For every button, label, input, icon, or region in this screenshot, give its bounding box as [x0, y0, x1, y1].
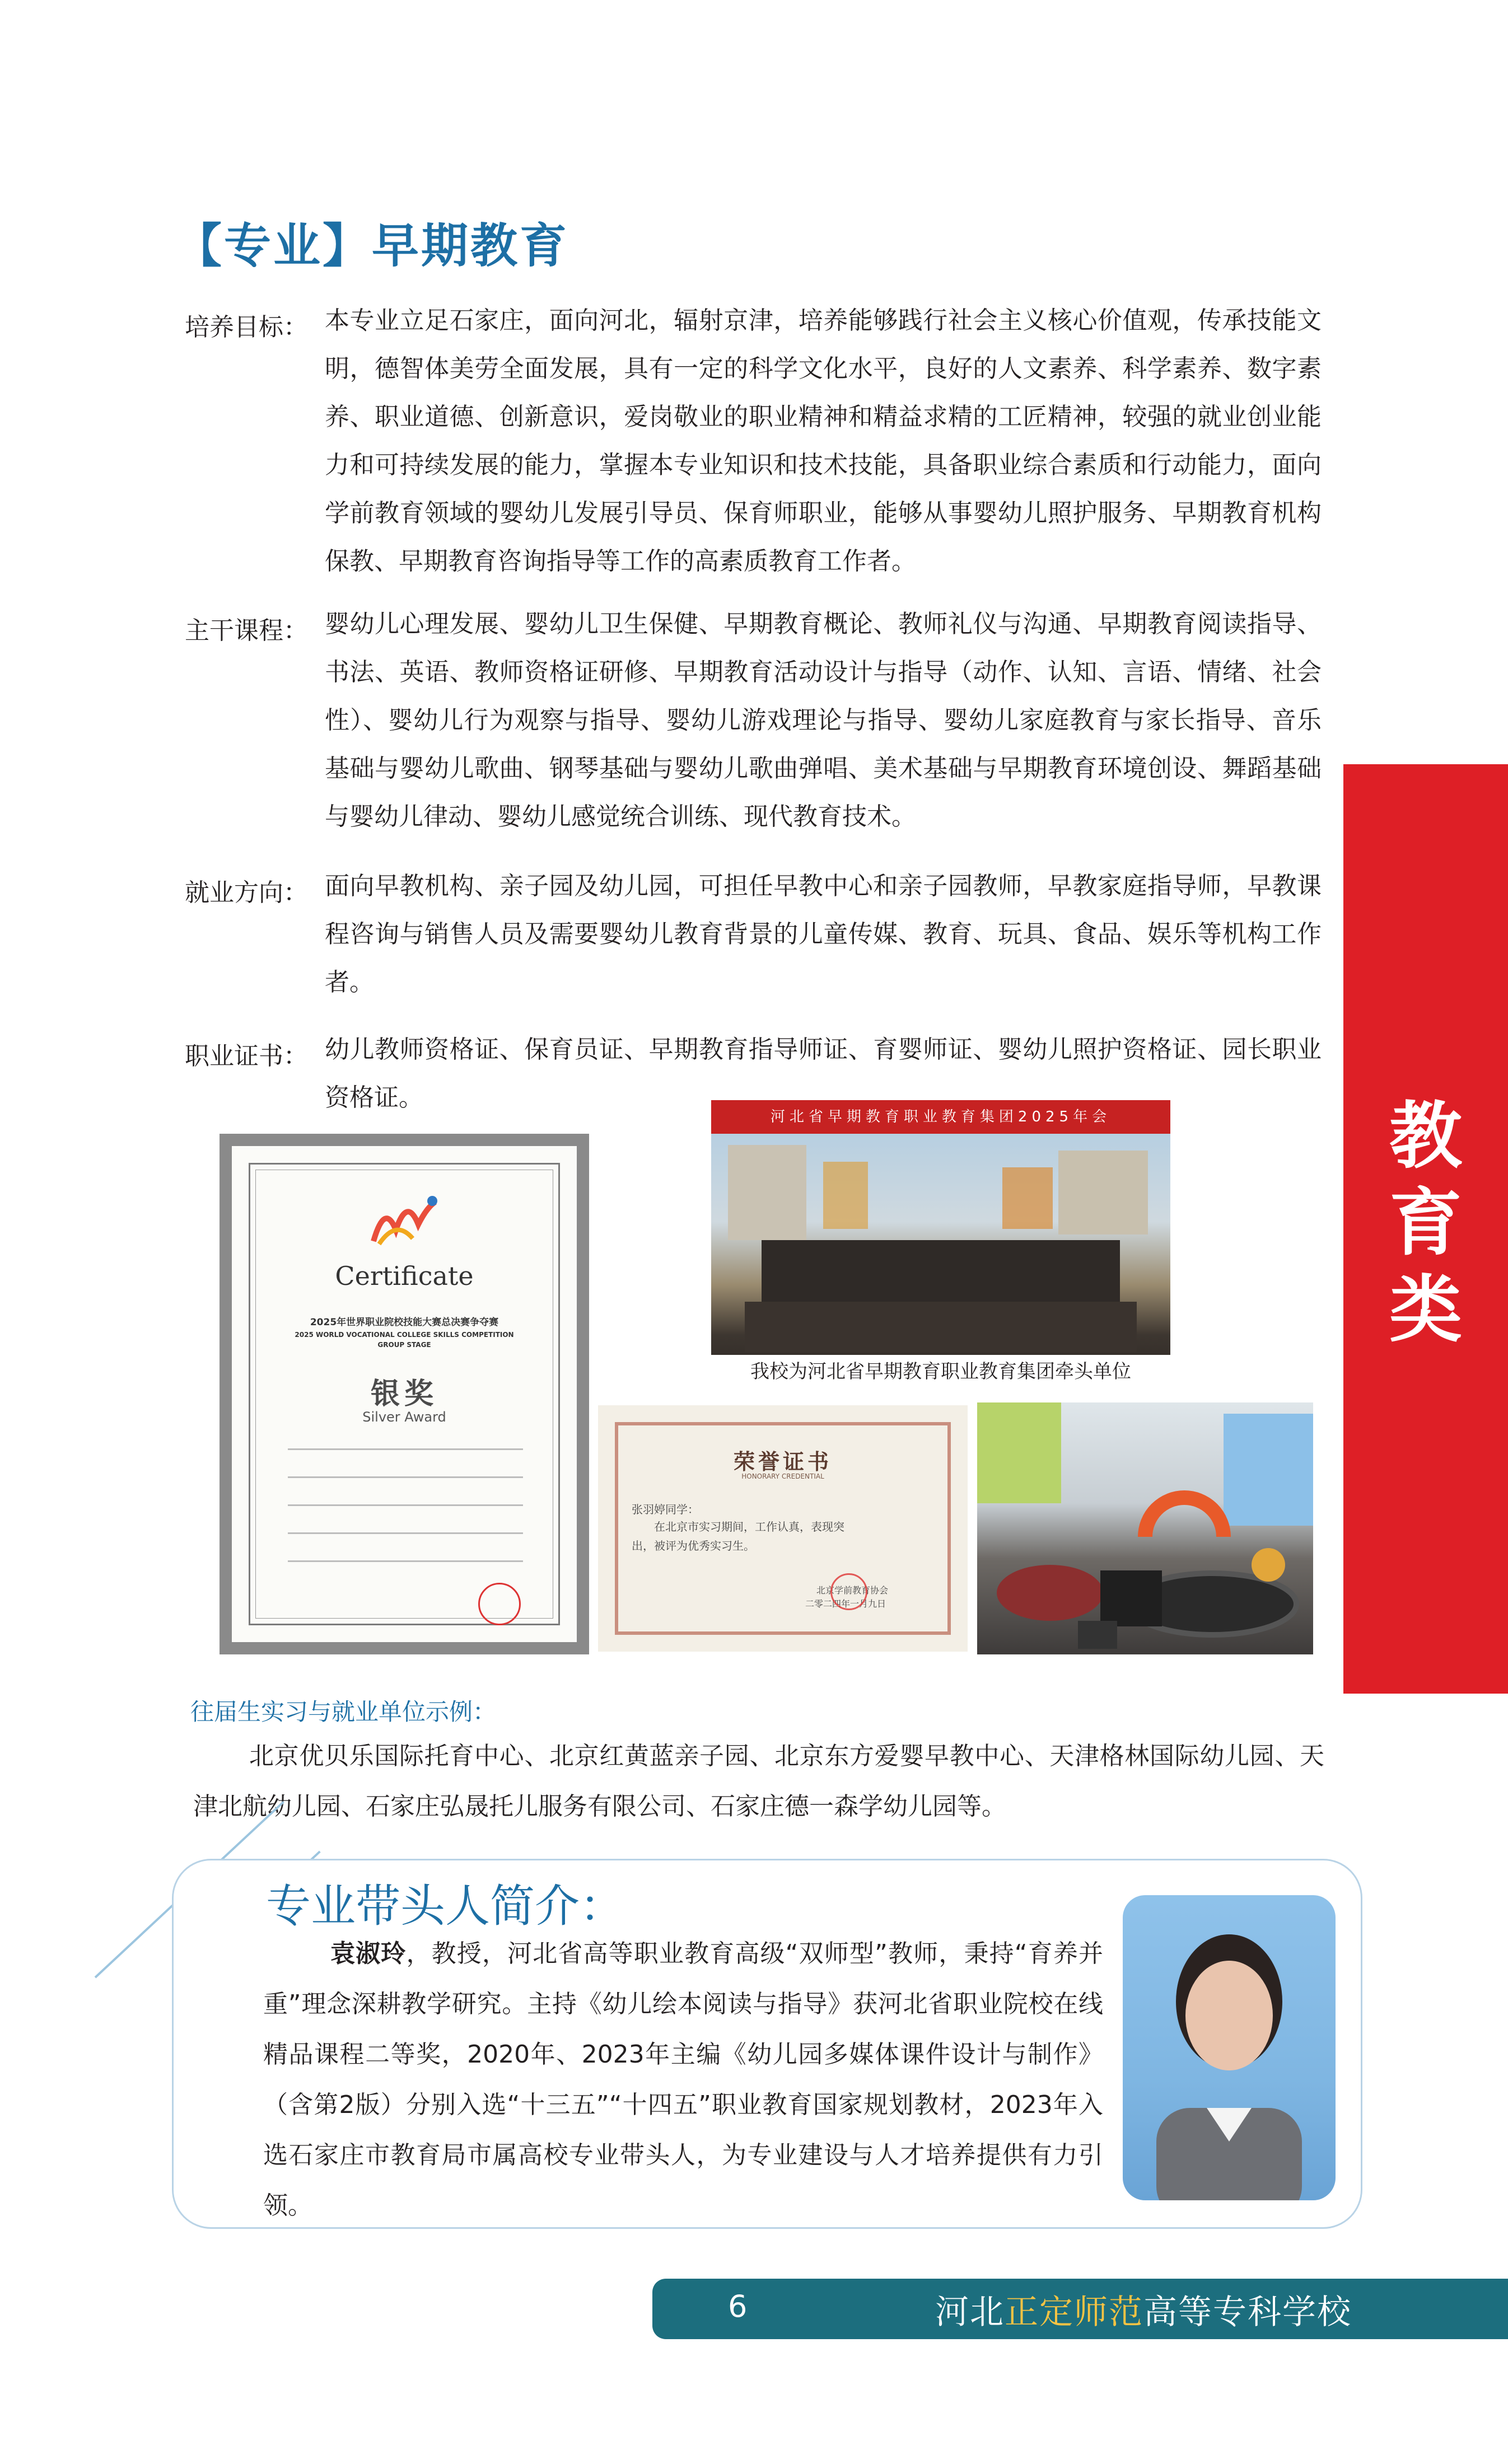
leader-description	[263, 1929, 1103, 2231]
certificate-award-cn: 银奖	[370, 1377, 438, 1411]
section-label-certs: 职业证书：	[185, 1042, 308, 1070]
certificate-award-en: Silver Award	[362, 1409, 446, 1425]
side-tab-char: 育	[1389, 1180, 1462, 1265]
page-title: 【专业】早期教育	[175, 218, 569, 273]
page-number: 6	[728, 2289, 748, 2324]
employers-heading: 往届生实习与就业单位示例：	[190, 1698, 497, 1726]
section-body-career: 面向早教机构、亲子园及幼儿园，可担任早教中心和亲子园教师，早教家庭指导师，早教课程咨询与销售人员及需要婴幼儿教育背景的儿童传媒、教育、玩具、食品、娱乐等机构工作者。	[325, 872, 1322, 997]
certificate-event-cn: 2025年世界职业院校技能大赛总决赛争夺赛	[310, 1317, 499, 1328]
school-name-highlight: 正定师范	[1005, 2293, 1143, 2332]
section-label-courses: 主干课程：	[185, 616, 308, 645]
honor-subtitle: HONORARY CREDENTIAL	[741, 1472, 824, 1480]
section-label-career: 就业方向：	[185, 878, 308, 907]
honor-date: 二零二四年一月九日	[805, 1598, 886, 1609]
portrait-illustration	[1123, 1895, 1336, 2200]
leader-portrait-image	[1123, 1895, 1336, 2200]
group-photo-image	[711, 1100, 1170, 1386]
section-label-goal: 培养目标：	[185, 313, 308, 342]
leader-name: 袁淑玲	[330, 1939, 407, 1968]
seal-icon	[478, 1583, 521, 1625]
group-photo-banner: 河北省早期教育职业教育集团2025年会	[711, 1100, 1170, 1134]
leader-body: ，教授，河北省高等职业教育高级“双师型”教师，秉持“育养并重”理念深耕教学研究。主持《幼儿绘本阅读与指导》获河北省职业院校在线精品课程二等奖，2020年、2023年主编《幼儿园多媒体课件设计与制作》（含第2版）分别入选“十三五”“十四五”职业教育国家规划教材，2023年入选石家庄市教育局市属高校专业带头人，为专业建设与人才培养提供有力引领。	[263, 1939, 1103, 2220]
competition-certificate-image	[220, 1134, 589, 1654]
leader-heading: 专业带头人简介：	[266, 1880, 624, 1932]
section-body-goal: 本专业立足石家庄，面向河北，辐射京津，培养能够践行社会主义核心价值观，传承技能文明，德智体美劳全面发展，具有一定的科学文化水平，良好的人文素养、科学素养、数字素养、职业道德、创新意识，爱岗敬业的职业精神和精益求精的工匠精神，较强的就业创业能力和可持续发展的能力，掌握本专业知识和技术技能，具备职业综合素质和行动能力，面向学前教育领域的婴幼儿发展引导员、保育师职业，能够从事婴幼儿照护服务、早期教育机构保教、早期教育咨询指导等工作的高素质教育工作者。	[325, 306, 1322, 576]
certificate-event-en: 2025 WORLD VOCATIONAL COLLEGE SKILLS COMPETITION GROUP STAGE	[295, 1331, 514, 1349]
honor-issuer: 北京学前教育协会	[816, 1585, 889, 1596]
group-people-illustration	[711, 1134, 1170, 1386]
honor-body: 在北京市实习期间，工作认真，表现突出，被评为优秀实习生。	[632, 1520, 844, 1553]
competition-logo-icon	[362, 1191, 446, 1252]
school-name	[935, 2285, 1352, 2334]
honor-greeting: 张羽婷同学：	[632, 1503, 699, 1516]
sensory-room-illustration	[977, 1402, 1313, 1654]
classroom-photo-image	[977, 1402, 1313, 1654]
school-name-part: 高等专科学校	[1143, 2293, 1352, 2332]
school-name-part: 河北	[935, 2293, 1005, 2332]
side-tab-char: 类	[1389, 1267, 1462, 1352]
section-body-certs: 幼儿教师资格证、保育员证、早期教育指导师证、育婴师证、婴幼儿照护资格证、园长职业资格证。	[325, 1035, 1322, 1112]
group-photo-caption: 我校为河北省早期教育职业教育集团牵头单位	[711, 1355, 1170, 1388]
honor-certificate-image	[598, 1405, 968, 1652]
certificate-heading: Certificate	[335, 1261, 474, 1291]
side-tab-char: 教	[1389, 1093, 1462, 1179]
category-side-tab	[1343, 764, 1508, 1694]
section-body-courses: 婴幼儿心理发展、婴幼儿卫生保健、早期教育概论、教师礼仪与沟通、早期教育阅读指导、书法、英语、教师资格证研修、早期教育活动设计与指导（动作、认知、言语、情绪、社会性）、婴幼儿行为观察与指导、婴幼儿游戏理论与指导、婴幼儿家庭教育与家长指导、音乐基础与婴幼儿歌曲、钢琴基础与婴幼儿歌曲弹唱、美术基础与早期教育环境创设、舞蹈基础与婴幼儿律动、婴幼儿感觉统合训练、现代教育技术。	[325, 610, 1322, 831]
employers-body: 北京优贝乐国际托育中心、北京红黄蓝亲子园、北京东方爱婴早教中心、天津格林国际幼儿园、天津北航幼儿园、石家庄弘晟托儿服务有限公司、石家庄德一森学幼儿园等。	[193, 1742, 1324, 1821]
seal-icon	[830, 1573, 867, 1610]
honor-title: 荣誉证书	[733, 1450, 832, 1474]
